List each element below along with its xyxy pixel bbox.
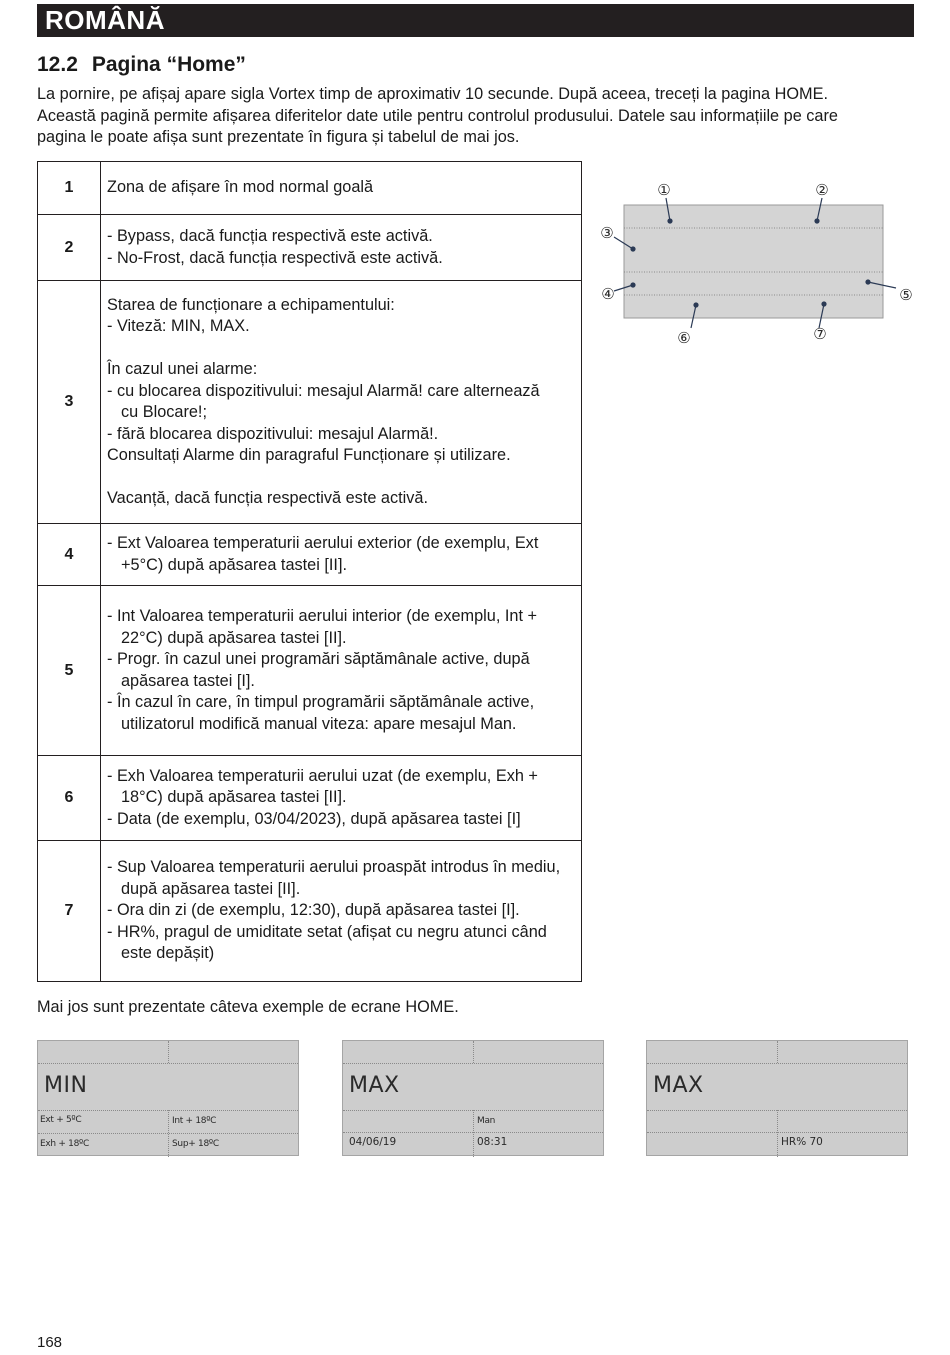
row-description: - Ext Valoarea temperaturii aerului exterior (de exemplu, Ext +5°C) după apăsarea tastei [II]. [101, 524, 582, 586]
row-description: - Exh Valoarea temperaturii aerului uzat (de exemplu, Exh + 18°C) după apăsarea tastei [II]. - Data (de exemplu, 03/04/2023), după apăsarea tastei [I] [101, 756, 582, 841]
language-header-bar [37, 4, 914, 37]
leader-dot-3 [631, 247, 635, 251]
callout-6: ⑥ [677, 329, 691, 347]
row-index: 6 [38, 756, 101, 841]
row-index: 3 [38, 281, 101, 524]
row-description: Starea de funcționare a echipamentului: - Viteză: MIN, MAX. În cazul unei alarme: - cu blocarea dispozitivului: mesajul Alarmă! care alternează cu Blocare!; - fără blocarea dispozitivului: mesajul Alarmă!. Consultați Alarme din paragraful Funcționare și utilizare. Vacanță, dacă funcția respectivă este activă. [101, 281, 582, 524]
home-info-table [37, 161, 582, 982]
table-row [38, 281, 582, 524]
screen-mode-label: MAX [349, 1073, 400, 1098]
callout-7: ⑦ [813, 325, 827, 343]
example-screen-max-date [342, 1040, 604, 1156]
screen-man-label: Man [477, 1116, 496, 1126]
callout-4: ④ [601, 285, 615, 303]
intro-paragraph [37, 84, 917, 149]
row-description: - Int Valoarea temperaturii aerului interior (de exemplu, Int + 22°C) după apăsarea tastei [II]. - Progr. în cazul unei programări săptămânale active, după apăsarea tastei [I]. - În cazul în care, în timpul programării săptămânale active, utilizatorul modifică manual viteza: apare mesajul Man. [101, 586, 582, 756]
page-number: 168 [37, 1334, 63, 1351]
row-index: 5 [38, 586, 101, 756]
screen-int-temp: Int + 18ºC [172, 1116, 217, 1126]
display-screen-shape [624, 205, 883, 318]
row-index: 4 [38, 524, 101, 586]
table-row [38, 841, 582, 982]
table-row [38, 756, 582, 841]
example-screen-min [37, 1040, 299, 1156]
row-description: Zona de afișare în mod normal goală [101, 162, 582, 215]
screen-exh-temp: Exh + 18ºC [40, 1139, 89, 1149]
row-index: 1 [38, 162, 101, 215]
callout-5: ⑤ [899, 286, 913, 304]
leader-dot-1 [668, 219, 672, 223]
examples-caption: Mai jos sunt prezentate câteva exemple de ecrane HOME. [37, 998, 459, 1016]
table-row [38, 162, 582, 215]
leader-dot-2 [815, 219, 819, 223]
callout-3: ③ [600, 224, 614, 242]
row-index: 7 [38, 841, 101, 982]
callout-2: ② [815, 181, 829, 199]
table-row [38, 586, 582, 756]
section-title-text: Pagina “Home” [91, 53, 246, 76]
intro-line: La pornire, pe afișaj apare sigla Vortex timp de aproximativ 10 secunde. După aceea, treceți la pagina HOME. [37, 85, 828, 103]
table-row [38, 524, 582, 586]
screen-mode-label: MIN [44, 1073, 88, 1098]
language-label: ROMÂNĂ [45, 5, 165, 35]
screen-time: 08:31 [477, 1136, 508, 1148]
screen-date: 04/06/19 [349, 1136, 397, 1148]
callout-1: ① [657, 181, 671, 199]
leader-dot-5 [866, 280, 870, 284]
row-description: - Bypass, dacă funcția respectivă este activă. - No-Frost, dacă funcția respectivă este activă. [101, 215, 582, 281]
leader-dot-7 [822, 302, 826, 306]
intro-line: pagina le poate afișa sunt prezentate în figura și tabelul de mai jos. [37, 128, 520, 146]
section-number: 12.2 [37, 53, 78, 76]
row-description: - Sup Valoarea temperaturii aerului proaspăt introdus în mediu, după apăsarea tastei [II]. - Ora din zi (de exemplu, 12:30), după apăsarea tastei [I]. - HR%, pragul de umiditate setat (afișat cu negru atunci când este depășit) [101, 841, 582, 982]
row-index: 2 [38, 215, 101, 281]
section-title [37, 53, 246, 77]
display-layout-diagram [598, 176, 918, 348]
screen-ext-temp: Ext + 5ºC [40, 1115, 82, 1125]
display-diagram-svg [598, 176, 918, 348]
screen-sup-temp: Sup+ 18ºC [172, 1139, 219, 1149]
intro-line: Această pagină permite afișarea diferitelor date utile pentru controlul produsului. Datele sau informațiile pe care [37, 106, 838, 125]
table-row [38, 215, 582, 281]
example-screen-max-hr [646, 1040, 908, 1156]
screen-mode-label: MAX [653, 1073, 704, 1098]
leader-dot-6 [694, 303, 698, 307]
screen-humidity: HR% 70 [781, 1136, 823, 1148]
leader-dot-4 [631, 283, 635, 287]
